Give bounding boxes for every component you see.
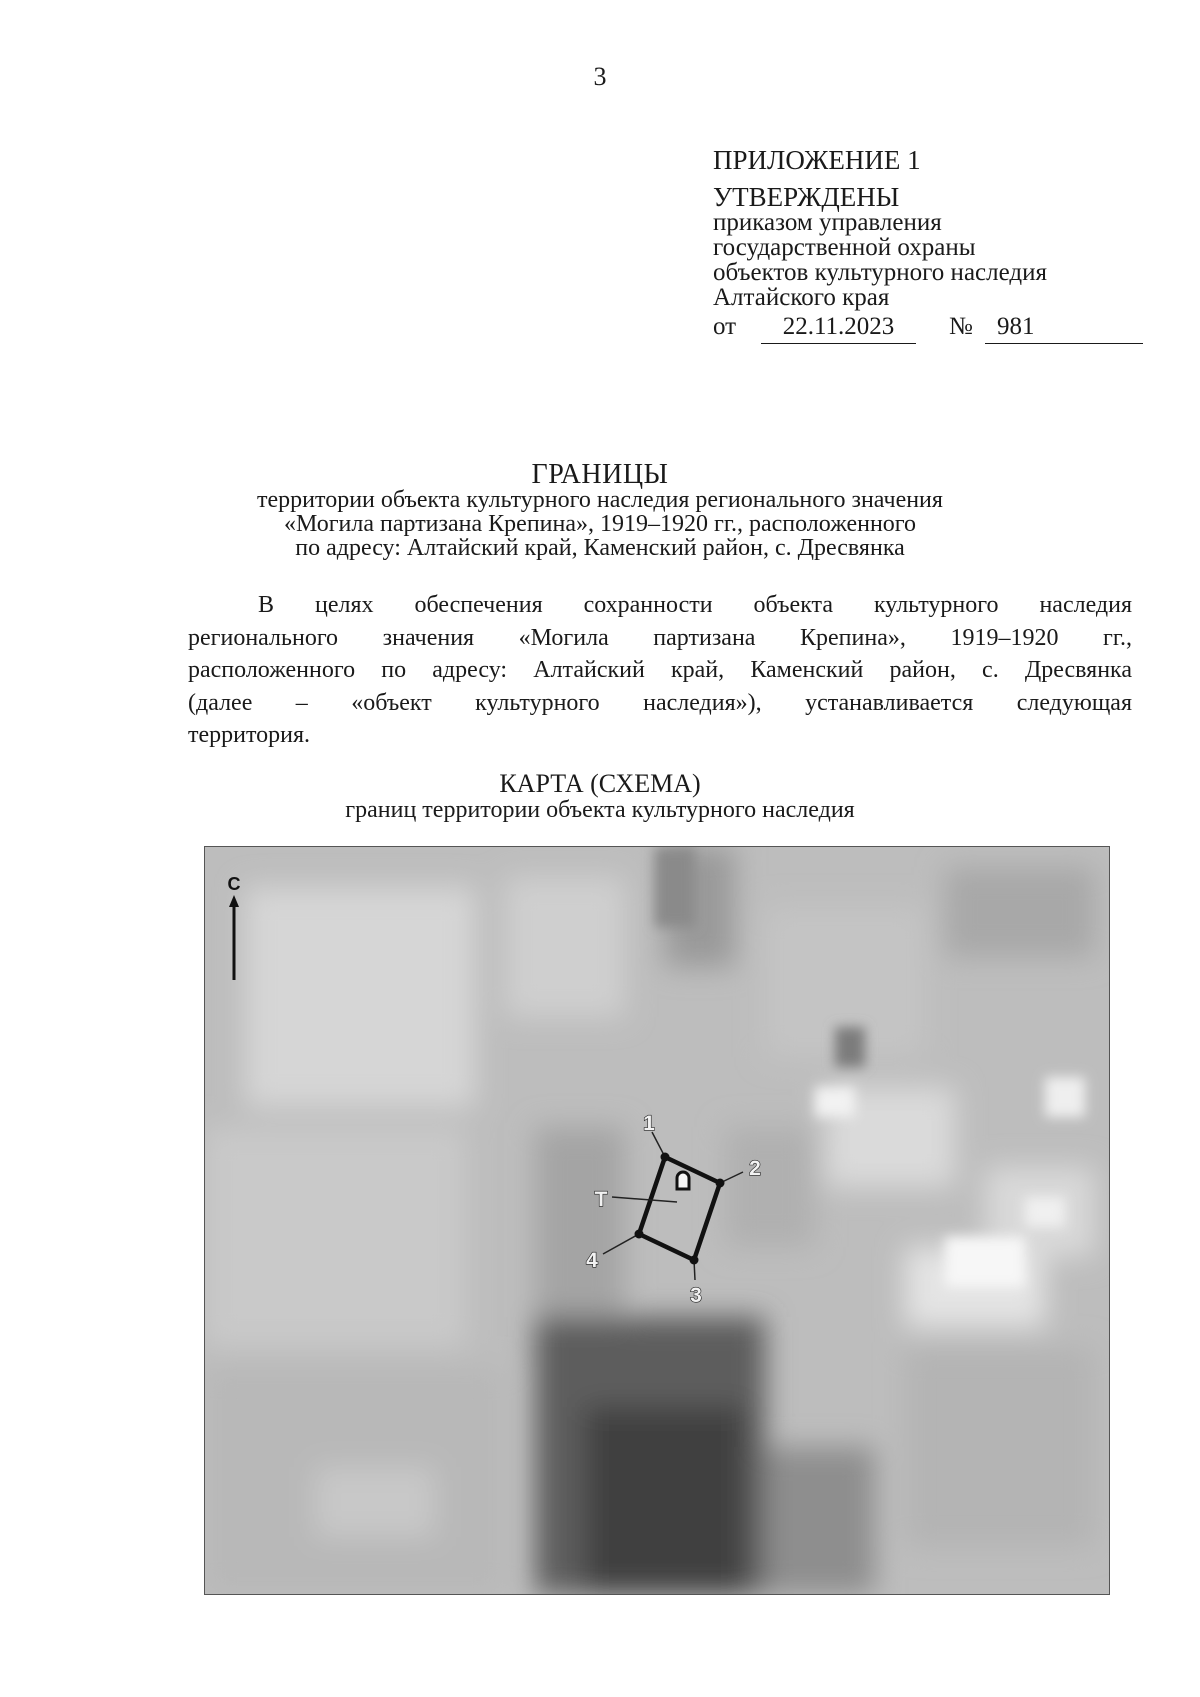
document-subtitle xyxy=(0,488,1200,560)
order-date: 22.11.2023 xyxy=(761,314,916,344)
date-prefix: от xyxy=(713,313,737,340)
paragraph-line: территория. xyxy=(188,722,311,748)
approved-label: УТВЕРЖДЕНЫ xyxy=(713,182,900,212)
territory-label: Т xyxy=(594,1188,608,1211)
approval-line: приказом управления xyxy=(713,209,942,236)
appendix-label: ПРИЛОЖЕНИЕ 1 xyxy=(713,145,921,175)
point-label-3: 3 xyxy=(690,1284,702,1307)
satellite-image xyxy=(205,847,1109,1594)
paragraph-line: расположенного по адресу: Алтайский край, Каменский район, с. Дресвянка xyxy=(188,657,1132,683)
paragraph-line: В целях обеспечения сохранности объекта культурного наследия xyxy=(258,592,1132,618)
point-label-1: 1 xyxy=(643,1112,655,1135)
approval-line: государственной охраны xyxy=(713,234,976,261)
subtitle-line: по адресу: Алтайский край, Каменский район, с. Дресвянка xyxy=(295,535,905,561)
body-paragraph xyxy=(188,589,1132,752)
monument-icon xyxy=(677,1172,689,1189)
subtitle-line: «Могила партизана Крепина», 1919–1920 гг., расположенного xyxy=(283,511,917,537)
paragraph-line: (далее – «объект культурного наследия»), устанавливается следующая xyxy=(188,689,1132,716)
map-title: КАРТА (СХЕМА) xyxy=(499,769,701,798)
map-subtitle: границ территории объекта культурного наследия xyxy=(345,797,855,823)
approval-line: объектов культурного наследия xyxy=(713,259,1047,286)
paragraph-line: регионального значения «Могила партизана Крепина», 1919–1920 гг., xyxy=(188,624,1132,651)
order-number: 981 xyxy=(985,314,1143,344)
boundary-point-4 xyxy=(635,1230,644,1239)
document-title: ГРАНИЦЫ xyxy=(531,459,669,490)
point-label-2: 2 xyxy=(749,1157,761,1180)
page-number: 3 xyxy=(593,62,607,91)
subtitle-line: территории объекта культурного наследия регионального значения xyxy=(257,487,943,513)
approval-dateline xyxy=(713,314,1153,350)
approval-line: Алтайского края xyxy=(713,284,890,311)
approval-block xyxy=(713,145,1153,350)
boundary-point-3 xyxy=(690,1256,699,1265)
number-prefix: № xyxy=(949,313,973,340)
boundary-point-2 xyxy=(716,1179,725,1188)
point-label-4: 4 xyxy=(586,1249,598,1272)
north-label: С xyxy=(227,874,241,894)
boundary-point-1 xyxy=(661,1153,670,1162)
map-scheme xyxy=(204,846,1110,1595)
